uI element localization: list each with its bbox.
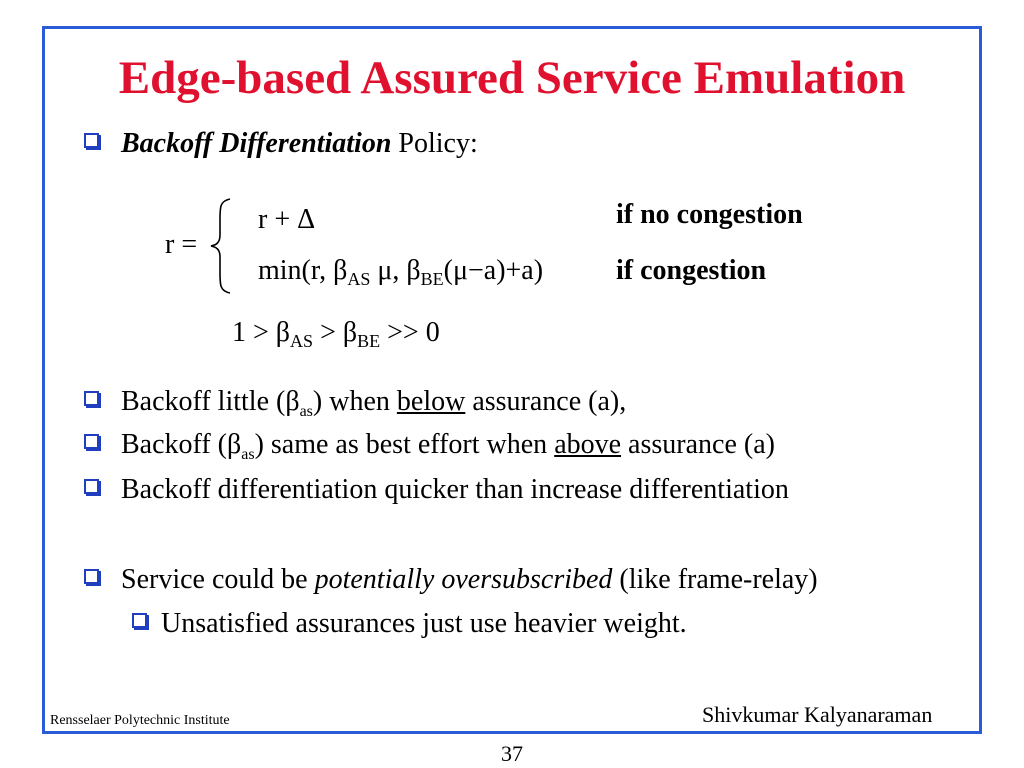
bullet-text-part: ) same as best effort when: [254, 429, 555, 460]
ineq-post: >> 0: [380, 317, 440, 348]
page-number: 37: [501, 741, 523, 766]
footer-author: Shivkumar Kalyanaraman: [702, 702, 933, 727]
left-brace-icon: [208, 197, 234, 295]
bullet-box-icon: [84, 434, 99, 449]
case2-pre: min(r, β: [258, 255, 348, 286]
bullet-text: Backoff differentiation quicker than increase differentiation: [121, 474, 789, 505]
case2-post: (μ−a)+a): [443, 255, 544, 286]
case2-mid: μ, β: [370, 255, 421, 286]
bullet-text: [121, 563, 818, 597]
bullet-text-part: ) when: [312, 386, 397, 417]
policy-heading-rest: Policy:: [391, 128, 478, 159]
bullet-box-icon: [84, 391, 99, 406]
bullet-item: [84, 385, 626, 429]
bullet-text-part: assurance (a): [621, 429, 775, 460]
formula-inequality: [232, 316, 440, 358]
formula-case1: r + Δ: [258, 204, 316, 235]
bullet-text-part: Backoff little (β: [121, 386, 300, 417]
footer-institute: Rensselaer Polytechnic Institute: [50, 713, 230, 728]
formula-case2-condition: if congestion: [616, 255, 767, 286]
ineq-sub2: BE: [357, 331, 381, 351]
sub-bullet-item: [132, 607, 687, 641]
bullet-box-icon: [132, 613, 147, 628]
case2-sub2: BE: [420, 269, 444, 289]
bullet-subscript: as: [241, 446, 255, 463]
formula-lhs: r =: [165, 229, 198, 260]
bullet-box-icon: [84, 133, 99, 148]
bullet-italic: potentially oversubscribed: [314, 564, 613, 595]
formula-case1-condition: if no congestion: [616, 199, 803, 230]
formula-case2: [258, 254, 543, 296]
bullet-item: [84, 428, 775, 472]
policy-heading-bullet: [84, 127, 478, 161]
ineq-pre: 1 > β: [232, 317, 291, 348]
policy-heading: [121, 127, 478, 161]
bullet-text: [121, 428, 775, 472]
bullet-item: [84, 473, 789, 507]
bullet-text-part: Backoff (β: [121, 429, 242, 460]
bullet-text-part: Service could be: [121, 564, 315, 595]
ineq-mid: > β: [313, 317, 358, 348]
ineq-sub1: AS: [290, 331, 314, 351]
sub-bullet-text: Unsatisfied assurances just use heavier weight.: [161, 608, 687, 639]
case2-sub1: AS: [347, 269, 371, 289]
policy-heading-italic: Backoff Differentiation: [121, 128, 392, 159]
bullet-text-part: assurance (a),: [465, 386, 627, 417]
bullet-box-icon: [84, 479, 99, 494]
bullet-underlined: above: [554, 429, 622, 460]
bullet-box-icon: [84, 569, 99, 584]
bullet-underlined: below: [396, 386, 466, 417]
bullet-item: [84, 563, 818, 597]
bullet-text-part: (like frame-relay): [612, 564, 818, 595]
bullet-subscript: as: [299, 403, 313, 420]
bullet-text: [121, 385, 626, 429]
slide-title: Edge-based Assured Service Emulation: [118, 52, 906, 104]
